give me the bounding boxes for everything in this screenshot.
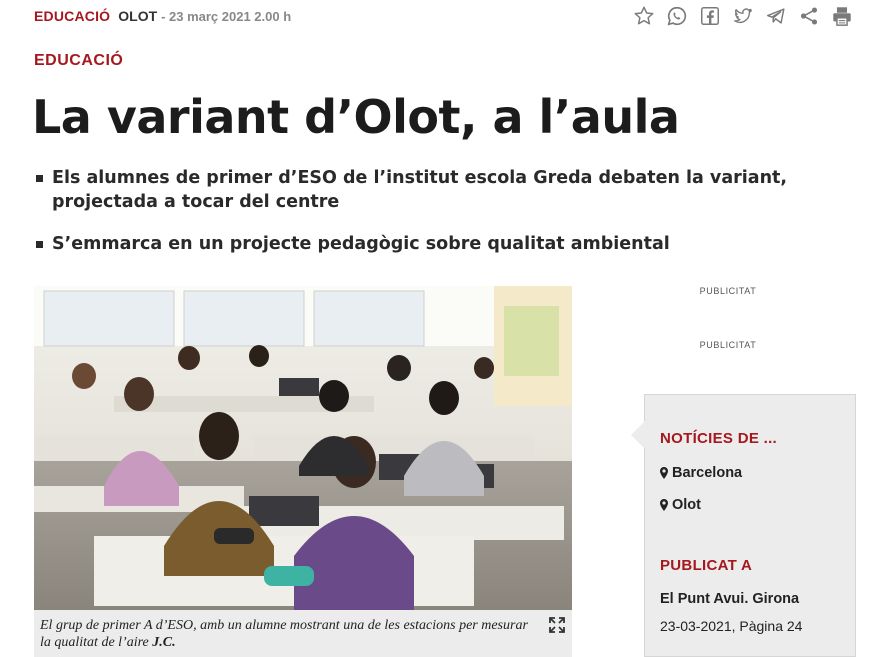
- ad-label: PUBLICITAT: [699, 340, 757, 350]
- facebook-icon[interactable]: [693, 3, 726, 29]
- place-label: Olot: [672, 497, 701, 513]
- summary-text: S’emmarca en un projecte pedagògic sobre qualitat ambiental: [52, 234, 670, 254]
- article-summary: [34, 166, 844, 274]
- summary-item: [34, 166, 844, 214]
- twitter-icon[interactable]: [726, 3, 759, 29]
- share-icon[interactable]: [792, 3, 825, 29]
- summary-item: [34, 232, 844, 256]
- article-sidebar: [644, 394, 856, 657]
- summary-text: Els alumnes de primer d’ESO de l’institut escola Greda debaten la variant, projectada a tocar del centre: [52, 168, 788, 212]
- ad-label: PUBLICITAT: [699, 286, 757, 296]
- news-of-heading: NOTÍCIES DE ...: [660, 430, 778, 447]
- publication-name[interactable]: El Punt Avui. Girona: [660, 591, 800, 607]
- place-link[interactable]: [660, 497, 701, 513]
- share-toolbar: [627, 3, 858, 29]
- telegram-icon[interactable]: [759, 3, 792, 29]
- publish-date: - 23 març 2021 2.00 h: [161, 9, 292, 24]
- print-icon[interactable]: [825, 3, 858, 29]
- map-pin-icon: [660, 467, 668, 479]
- article-meta: [34, 8, 291, 26]
- place-label: Barcelona: [672, 465, 743, 481]
- caption-text: El grup de primer A d’ESO, amb un alumne mostrant una de les estacions per mesurar la qualitat de l’aire: [40, 618, 528, 650]
- sidebar-notch: [631, 421, 645, 449]
- bullet-square-icon: [36, 241, 43, 248]
- article-kicker[interactable]: EDUCACIÓ: [34, 52, 124, 69]
- whatsapp-icon[interactable]: [660, 3, 693, 29]
- section-link[interactable]: EDUCACIÓ: [34, 8, 111, 24]
- publication-date: 23-03-2021, Pàgina 24: [660, 618, 803, 634]
- caption-credit: J.C.: [152, 635, 176, 650]
- article-headline: La variant d’Olot, a l’aula: [32, 90, 680, 144]
- article-photo[interactable]: [34, 286, 572, 610]
- location-link[interactable]: OLOT: [118, 8, 158, 24]
- place-link[interactable]: [660, 465, 742, 481]
- photo-caption: [34, 610, 572, 657]
- expand-icon[interactable]: [548, 616, 566, 634]
- bullet-square-icon: [36, 175, 43, 182]
- published-in-heading: PUBLICAT A: [660, 557, 753, 574]
- map-pin-icon: [660, 499, 668, 511]
- star-icon[interactable]: [627, 3, 660, 29]
